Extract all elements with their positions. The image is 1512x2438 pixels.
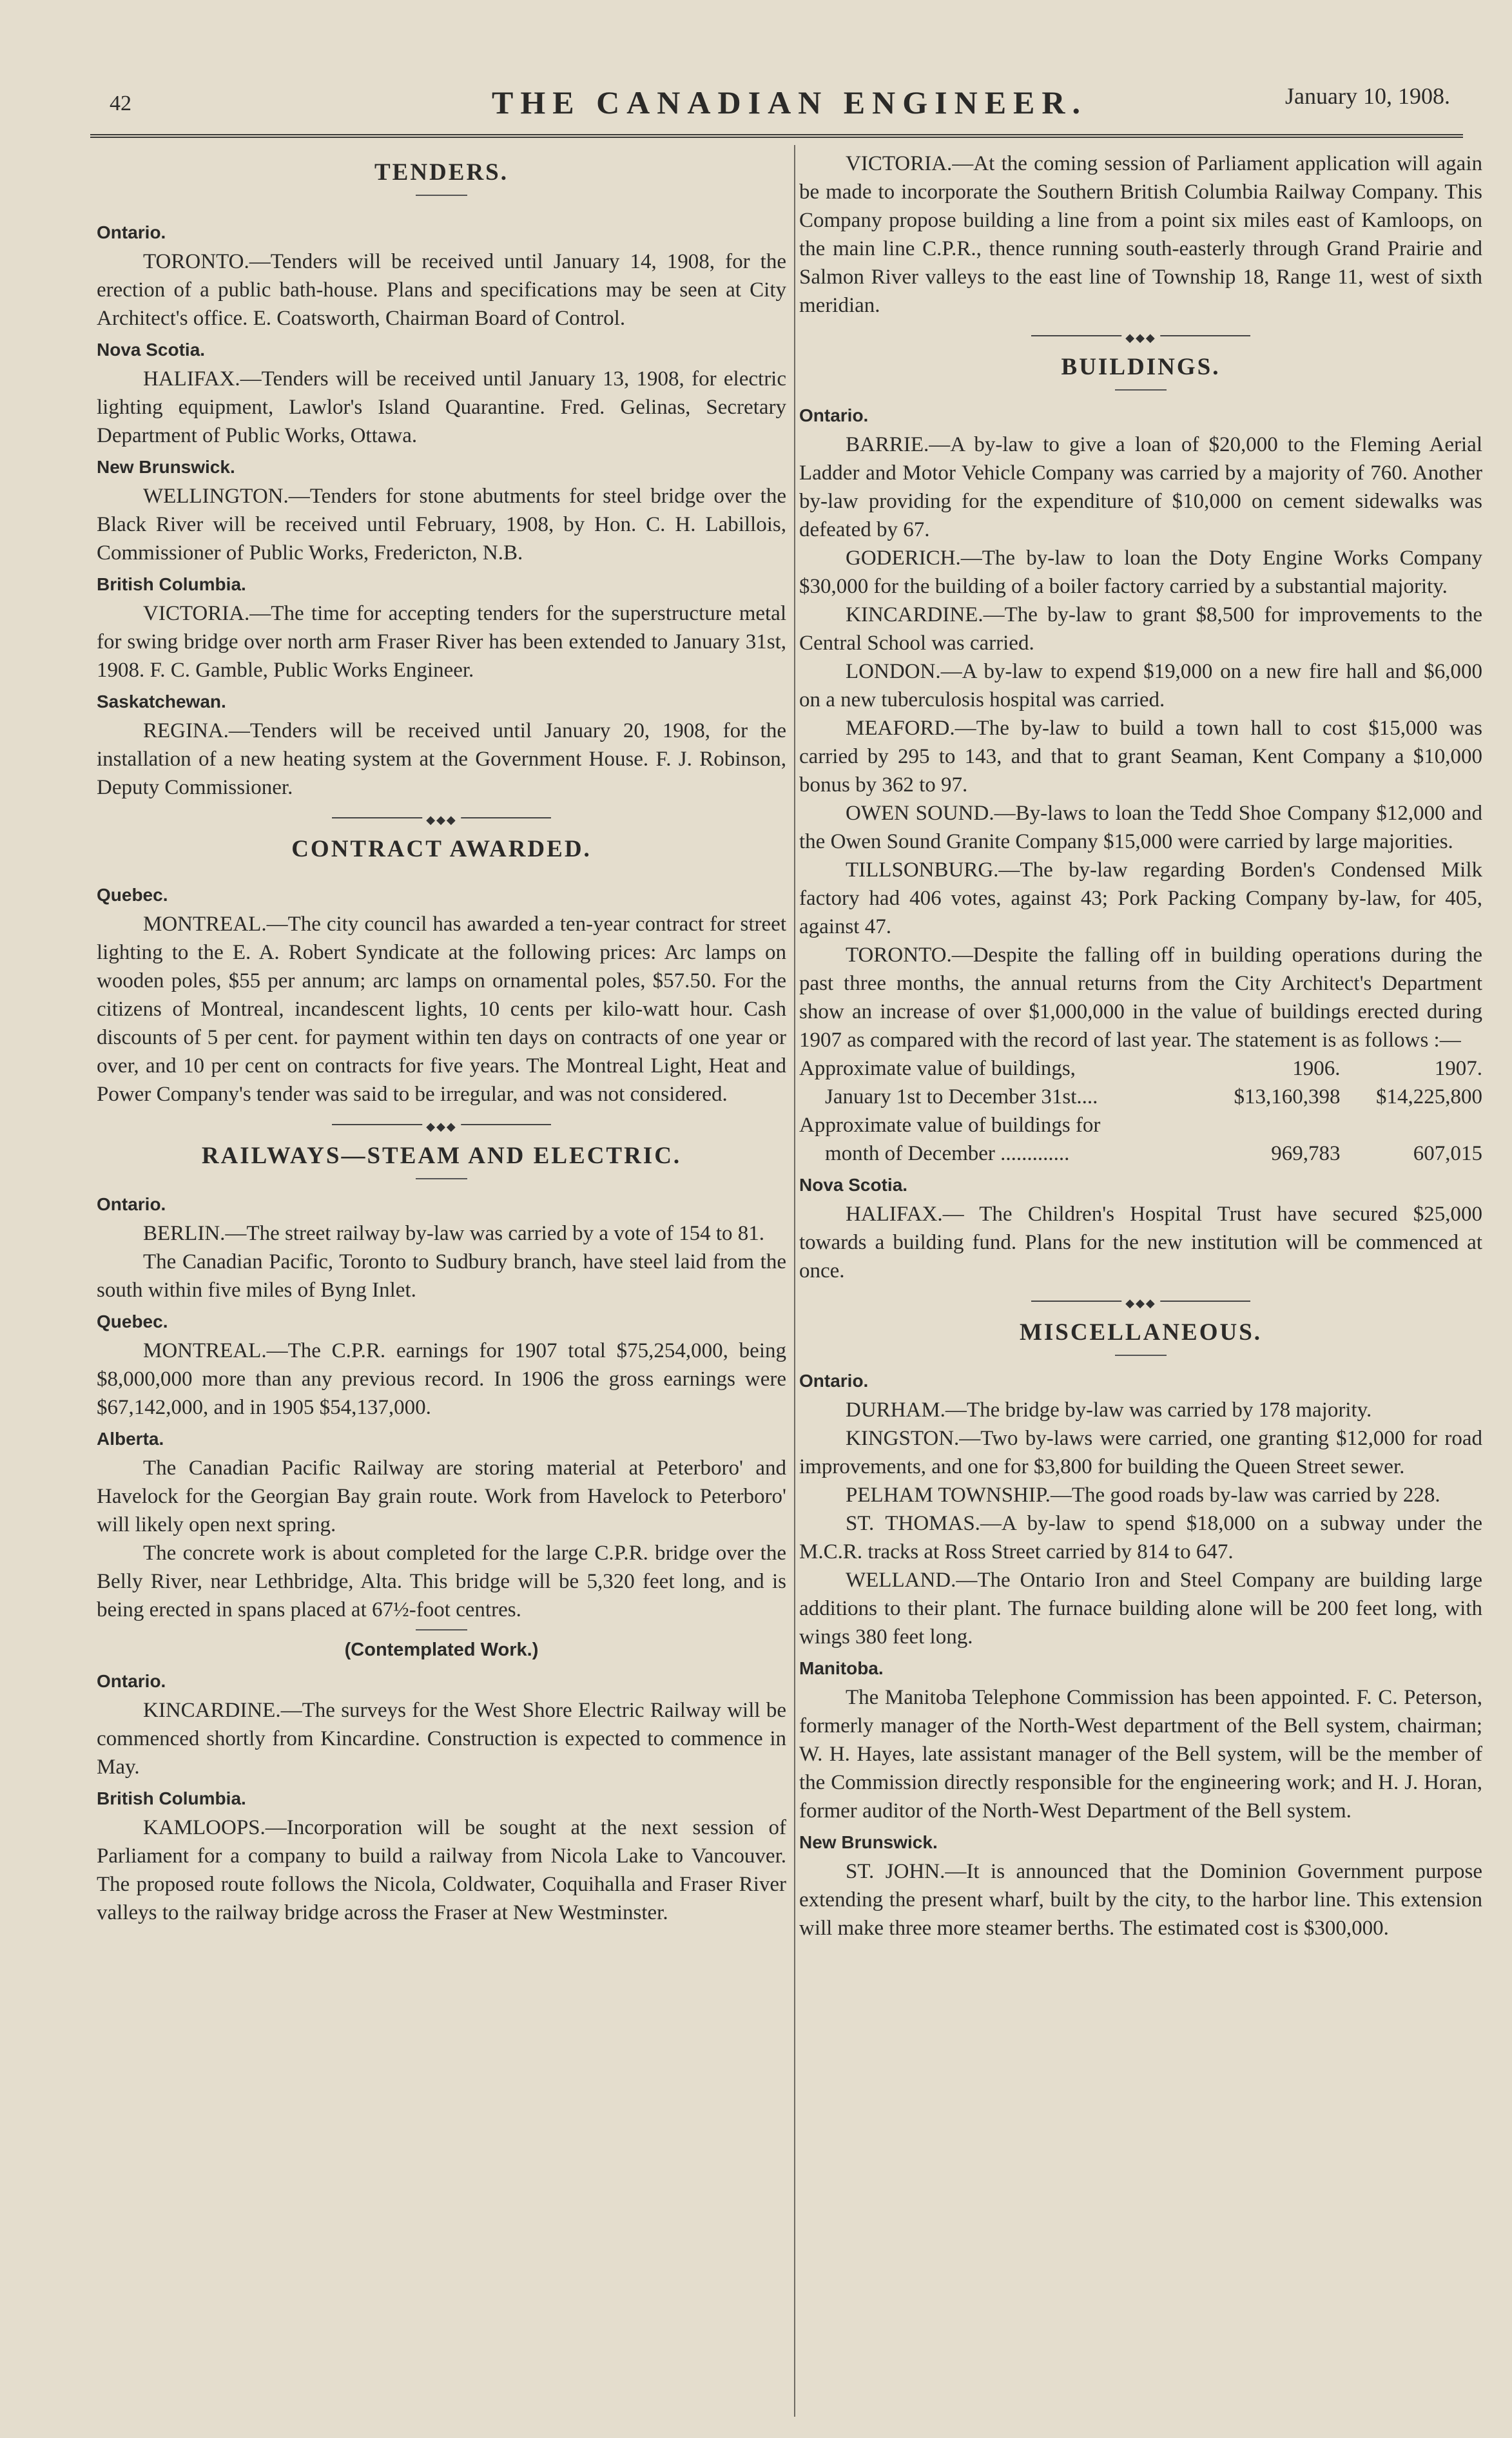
news-item: KAMLOOPS.—Incorporation will be sought at the next session of Parliament for a company to build a railway from Nicola Lake to Vancouver. The proposed route follows the Nicola, Coldwater, Coquihalla and Fraser River valleys to the railway bridge across the Fraser at New Westminster. xyxy=(97,1816,786,1924)
news-item: ST. JOHN.—It is announced that the Dominion Government purpose extending the present wharf, built by the city, to the harbor line. This extension will make three more steamer berths. The estimated cost is $300,000. xyxy=(799,1860,1482,1940)
subheading-contemplated: (Contemplated Work.) xyxy=(344,1640,539,1660)
ornament-divider xyxy=(1031,331,1250,340)
news-item: KINGSTON.—Two by-laws were carried, one granting $12,000 for road improvements, and one for $3,800 for building the Queen Street sewer. xyxy=(799,1427,1482,1478)
news-item: WELLINGTON.—Tenders for stone abutments for steel bridge over the Black River will be received until February, 1908, by Hon. C. H. Labillois, Commissioner of Public Works, Fredericton, N.B. xyxy=(97,485,786,565)
table-cell: Approximate value of buildings, xyxy=(799,1057,1076,1080)
table-header-cell: 1907. xyxy=(1434,1057,1482,1080)
news-item: TORONTO.—Tenders will be received until January 14, 1908, for the erection of a public bath-house. Plans and specifications may be seen at City Architect's office. E. Coatsworth, Chairman Board of Control. xyxy=(97,250,786,330)
news-item: MONTREAL.—The city council has awarded a ten-year contract for street lighting to the E. A. Robert Syndicate at the following prices: Arc lamps on wooden poles, $55 per annum; arc lamps on ornamental poles, $57.50. For the citizens of Montreal, incandescent lights, 10 cents per kilo-watt hour. Cash discounts of 5 per cent. for payment within ten days on contracts of one year or over, and 10 per cent on contracts for five years. The Montreal Light, Heat and Power Company's tender was said to be irregular, and was not considered. xyxy=(97,913,786,1106)
building-value-table xyxy=(799,1054,1482,1168)
news-item: DURHAM.—The bridge by-law was carried by 178 majority. xyxy=(846,1398,1372,1422)
news-item: The Canadian Pacific, Toronto to Sudbury branch, have steel laid from the south within five miles of Byng Inlet. xyxy=(97,1250,786,1302)
right-column xyxy=(799,150,1482,1942)
news-item: ST. THOMAS.—A by-law to spend $18,000 on a subway under the M.C.R. tracks at Ross Street carried by 814 to 647. xyxy=(799,1512,1482,1563)
section-title-tenders: TENDERS. xyxy=(374,159,509,186)
region-heading: Alberta. xyxy=(97,1429,164,1449)
region-heading: Nova Scotia. xyxy=(97,340,206,360)
region-heading: Ontario. xyxy=(799,1371,869,1391)
table-row xyxy=(799,1083,1482,1111)
region-heading: Saskatchewan. xyxy=(97,692,226,711)
ornament-divider xyxy=(332,1120,551,1129)
table-cell: $13,160,398 xyxy=(1234,1085,1341,1108)
news-item: LONDON.—A by-law to expend $19,000 on a new fire hall and $6,000 on a new tuberculosis hospital was carried. xyxy=(799,660,1482,711)
news-item: BARRIE.—A by-law to give a loan of $20,000 to the Fleming Aerial Ladder and Motor Vehicle Company was carried by a majority of 760. Another by-law providing for the expenditure of $10,000 on cement sidewalks was defeated by 67. xyxy=(799,433,1482,541)
table-cell: $14,225,800 xyxy=(1376,1085,1482,1108)
news-item: MONTREAL.—The C.P.R. earnings for 1907 total $75,254,000, being $8,000,000 more than any previous record. In 1906 the gross earnings were $67,142,000, and in 1905 $54,137,000. xyxy=(97,1339,786,1419)
table-row xyxy=(799,1139,1482,1168)
page-header xyxy=(110,77,1469,129)
divider xyxy=(1115,1355,1167,1356)
table-cell: January 1st to December 31st.... xyxy=(825,1085,1098,1108)
table-row xyxy=(799,1054,1482,1083)
region-heading: British Columbia. xyxy=(97,1788,246,1808)
region-heading: Quebec. xyxy=(97,1311,168,1331)
region-heading: Ontario. xyxy=(97,1671,166,1691)
table-header-cell: 1906. xyxy=(1292,1057,1341,1080)
region-heading: Ontario. xyxy=(97,1194,166,1214)
region-heading: Nova Scotia. xyxy=(799,1175,908,1195)
region-heading: Quebec. xyxy=(97,885,168,905)
section-title-contract: CONTRACT AWARDED. xyxy=(291,836,592,862)
table-row xyxy=(799,1111,1482,1139)
table-cell: month of December ............. xyxy=(825,1142,1070,1165)
news-item: KINCARDINE.—The by-law to grant $8,500 for improvements to the Central School was carried. xyxy=(799,603,1482,655)
news-item: MEAFORD.—The by-law to build a town hall to cost $15,000 was carried by 295 to 143, and that to grant Seaman, Kent Company a $10,000 bonus by 362 to 97. xyxy=(799,717,1482,797)
news-item: TILLSONBURG.—The by-law regarding Borden's Condensed Milk factory had 406 votes, against 43; Pork Packing Company by-law, for 405, against 47. xyxy=(799,858,1482,938)
ornament-divider xyxy=(1031,1297,1250,1306)
region-heading: Ontario. xyxy=(799,405,869,425)
table-cell: 607,015 xyxy=(1413,1142,1482,1165)
section-title-misc: MISCELLANEOUS. xyxy=(1019,1319,1263,1346)
divider xyxy=(1115,389,1167,391)
table-cell: Approximate value of buildings for xyxy=(799,1114,1101,1137)
news-item: WELLAND.—The Ontario Iron and Steel Company are building large additions to their plant. The furnace building alone will be 200 feet long, with wings 380 feet long. xyxy=(799,1569,1482,1649)
column-divider xyxy=(794,145,795,2417)
page-number: 42 xyxy=(110,92,131,115)
region-heading: Manitoba. xyxy=(799,1658,884,1678)
news-item: REGINA.—Tenders will be received until January 20, 1908, for the installation of a new heating system at the Government House. F. J. Robinson, Deputy Commissioner. xyxy=(97,719,786,799)
region-heading: New Brunswick. xyxy=(799,1832,938,1852)
news-item: GODERICH.—The by-law to loan the Doty Engine Works Company $30,000 for the building of a boiler factory carried by a substantial majority. xyxy=(799,547,1482,598)
news-item: KINCARDINE.—The surveys for the West Shore Electric Railway will be commenced shortly from Kincardine. Construction is expected to commence in May. xyxy=(97,1699,786,1779)
region-heading: British Columbia. xyxy=(97,574,246,594)
news-item: HALIFAX.—Tenders will be received until January 13, 1908, for electric lighting equipment, Lawlor's Island Quarantine. Fred. Gelinas, Secretary Department of Public Works, Ottawa. xyxy=(97,367,786,447)
section-title-railways: RAILWAYS—STEAM AND ELECTRIC. xyxy=(201,1143,682,1169)
issue-date: January 10, 1908. xyxy=(1285,83,1450,109)
header-rule xyxy=(90,134,1463,138)
journal-title: THE CANADIAN ENGINEER. xyxy=(491,84,1088,121)
divider xyxy=(416,1629,467,1630)
news-item: The concrete work is about completed for the large C.P.R. bridge over the Belly River, near Lethbridge, Alta. This bridge will be 5,320 feet long, and is being erected in spans placed at 67½-foot centres. xyxy=(97,1542,786,1621)
divider xyxy=(416,1178,467,1179)
news-item: HALIFAX.— The Children's Hospital Trust have secured $25,000 towards a building fund. Plans for the new institution will be commenced at once. xyxy=(799,1203,1482,1282)
news-item: BERLIN.—The street railway by-law was carried by a vote of 154 to 81. xyxy=(143,1222,765,1245)
region-heading: Ontario. xyxy=(97,222,166,242)
news-item: PELHAM TOWNSHIP.—The good roads by-law was carried by 228. xyxy=(846,1484,1440,1507)
divider xyxy=(416,195,467,196)
ornament-divider xyxy=(332,813,551,822)
news-item: TORONTO.—Despite the falling off in building operations during the past three months, the annual returns from the City Architect's Department show an increase of over $1,000,000 in the value of buildings erected during 1907 as compared with the record of last year. The statement is as follows :— xyxy=(799,943,1482,1052)
section-title-buildings: BUILDINGS. xyxy=(1061,354,1221,380)
region-heading: New Brunswick. xyxy=(97,457,235,477)
news-item: VICTORIA.—The time for accepting tenders for the superstructure metal for swing bridge over north arm Fraser River has been extended to January 31st, 1908. F. C. Gamble, Public Works Engineer. xyxy=(97,602,786,682)
table-cell: 969,783 xyxy=(1271,1142,1341,1165)
news-item: The Manitoba Telephone Commission has been appointed. F. C. Peterson, formerly manager of the North-West department of the Bell system, chairman; W. H. Hayes, late assistant manager of the Bell system, will be the member of the Commission directly responsible for the engineering work; and H. J. Horan, former auditor of the North-West Department of the Bell system. xyxy=(799,1686,1482,1823)
left-column xyxy=(97,150,786,1927)
news-item: The Canadian Pacific Railway are storing material at Peterboro' and Havelock for the Georgian Bay grain route. Work from Havelock to Peterboro' will likely open next spring. xyxy=(97,1456,786,1536)
news-item: OWEN SOUND.—By-laws to loan the Tedd Shoe Company $12,000 and the Owen Sound Granite Company $15,000 were carried by large majorities. xyxy=(799,802,1482,853)
news-item: VICTORIA.—At the coming session of Parliament application will again be made to incorporate the Southern British Columbia Railway Company. This Company propose building a line from a point six miles east of Kamloops, on the main line C.P.R., thence running south-easterly through Grand Prairie and Salmon River valleys to the east line of Township 18, Range 11, west of sixth meridian. xyxy=(799,152,1482,317)
